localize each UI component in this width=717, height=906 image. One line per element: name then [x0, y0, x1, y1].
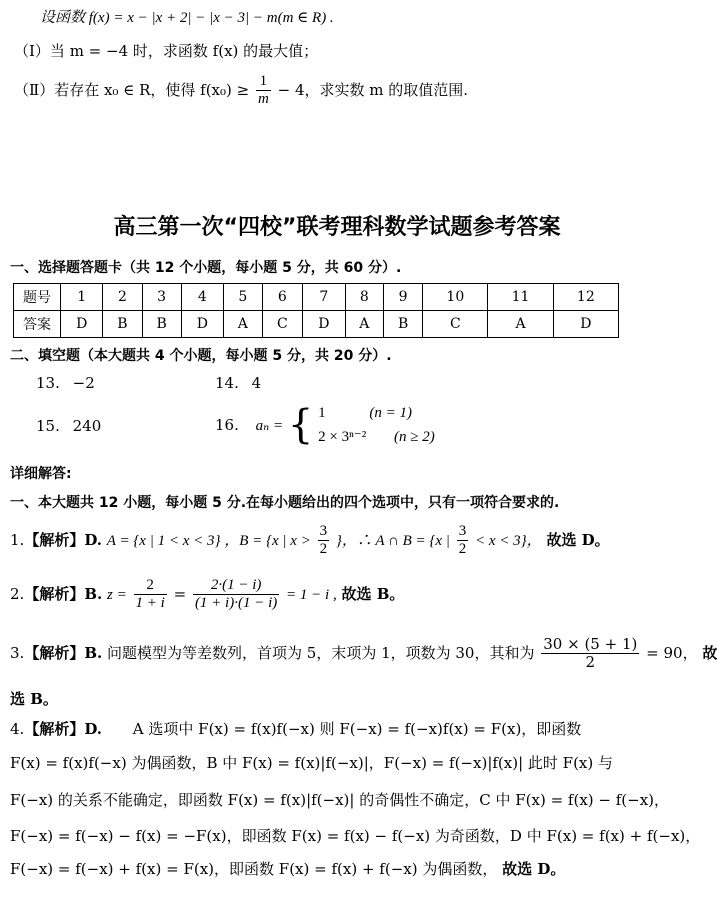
solution-2: 2.【解析】B. z = $\frac{2}{1 + i}$ = $\frac{2\cdot(1 - i)}{(1 + i)\cdot(1 - i)}$ = 1 − i , 故选 B。 [10, 577, 405, 612]
fraction [193, 577, 279, 613]
answer-value: 4 [251, 374, 262, 392]
table-cell: 12 [553, 284, 618, 311]
table-cell: C [262, 311, 303, 338]
fraction-denominator: 2 [585, 653, 596, 672]
solution-text: A = {x | 1 < x < 3} ，B = {x | x > [106, 532, 311, 549]
problem-part2-pre: （Ⅱ）若存在 x₀ ∈ R，使得 f(x₀) ≥ [14, 80, 250, 99]
table-cell: D [303, 311, 345, 338]
solution-4-line-2: F(x) = f(x)f(−x) 为偶函数，B 中 F(x) = f(x)|f(−x)|，F(−x) = f(−x)|f(x)| 此时 F(x) 与 [10, 754, 614, 772]
solution-text: }，∴ A ∩ B = {x | [335, 532, 450, 549]
solution-4-line-3: F(−x) 的关系不能确定，即函数 F(x) = f(x)|f(−x)| 的奇偶性不确定，C 中 F(x) = f(x) − f(−x)， [10, 791, 670, 809]
table-cell: 8 [345, 284, 384, 311]
answer-value: 240 [72, 417, 102, 435]
solution-conclusion: 故选 D。 [546, 530, 610, 549]
detail-heading: 详细解答: [10, 466, 72, 482]
fill-q14 [215, 374, 261, 392]
table-cell: B [142, 311, 181, 338]
problem-part2-post: − 4，求实数 m 的取值范围. [277, 80, 469, 99]
case-value: 2 × 3ⁿ⁻² [318, 429, 367, 445]
problem-part2 [14, 73, 468, 109]
table-cell: 4 [181, 284, 223, 311]
solution-3 [10, 636, 717, 672]
row-label-numbers: 题号 [14, 284, 61, 311]
table-cell: 7 [303, 284, 345, 311]
fraction [134, 577, 167, 613]
section1-heading: 一、选择题答题卡（共 12 个小题，每小题 5 分，共 60 分）. [10, 260, 402, 276]
fraction [541, 636, 639, 672]
fraction-numerator: 1 [256, 73, 271, 91]
table-cell: D [553, 311, 618, 338]
table-cell: B [103, 311, 142, 338]
solution-text: = 90， [646, 643, 698, 662]
solution-number: 2. [10, 584, 25, 603]
solution-number: 4. [10, 720, 25, 738]
question-number: 14. [215, 374, 239, 392]
case-condition: (n ≥ 2) [393, 429, 435, 445]
fraction-denominator: 2 [458, 541, 467, 558]
fill-q16 [215, 401, 435, 449]
solution-conclusion: 故选 B。 [341, 584, 405, 603]
detail-section-heading: 一、本大题共 12 小题，每小题 5 分.在每小题给出的四个选项中，只有一项符合要求的. [10, 495, 560, 511]
solution-text: = 1 − i , [286, 586, 337, 603]
solution-4-line-4: F(−x) = f(−x) − f(x) = −F(x)，即函数 F(x) = f(x) − f(−x) 为奇函数，D 中 F(x) = f(x) + f(−x)， [10, 827, 701, 845]
answer-value: −2 [72, 374, 95, 392]
solution-text: 问题模型为等差数列，首项为 5，末项为 1，项数为 30，其和为 [107, 643, 535, 662]
problem-intro: 设函数 f(x) = x − |x + 2| − |x − 3| − m(m ∈ R) . [40, 10, 334, 26]
table-cell: A [345, 311, 384, 338]
solution-text: z = [107, 586, 127, 603]
table-cell: C [423, 311, 488, 338]
solution-number: 1. [10, 530, 25, 549]
section2-heading: 二、填空题（本大题共 4 个小题，每小题 5 分，共 20 分）. [10, 348, 392, 364]
fraction [318, 523, 330, 559]
fraction-denominator: 2 [319, 541, 328, 558]
table-cell: 6 [262, 284, 303, 311]
fraction-numerator: 30 × (5 + 1) [543, 635, 638, 653]
solution-text: < x < 3}， [475, 532, 542, 549]
fill-q13 [36, 374, 95, 392]
fraction-numerator: 3 [457, 523, 469, 541]
question-number: 15. [36, 417, 60, 435]
fraction-denominator: 1 + i [135, 595, 165, 612]
table-cell: B [384, 311, 423, 338]
table-cell: 10 [423, 284, 488, 311]
solution-conclusion: 故 [702, 643, 717, 662]
solution-4-line-5 [10, 858, 565, 879]
case-condition: (n = 1) [369, 405, 412, 421]
solution-tag: 【解析】B. [24, 584, 103, 603]
table-cell: D [61, 311, 103, 338]
solution-3-conclusion: 选 B。 [10, 690, 58, 708]
solution-tag: 【解析】D. [24, 720, 103, 738]
table-cell: A [488, 311, 553, 338]
table-cell: D [181, 311, 223, 338]
fraction-denominator: (1 + i)·(1 − i) [194, 595, 278, 612]
table-row-numbers [14, 284, 619, 311]
fraction-numerator: 2·(1 − i) [193, 577, 279, 595]
solution-tag: 【解析】B. [24, 643, 103, 662]
table-cell: A [224, 311, 263, 338]
fill-q15 [36, 417, 101, 435]
solution-number: 3. [10, 643, 25, 662]
problem-part2-fraction [256, 73, 271, 109]
page-title: 高三第一次“四校”联考理科数学试题参考答案 [113, 215, 561, 240]
case-row-1 [318, 401, 435, 425]
fraction-denominator: m [258, 91, 269, 108]
solution-text: A 选项中 F(x) = f(x)f(−x) 则 F(−x) = f(−x)f(x) = F(x)，即函数 [132, 720, 582, 738]
case-value: 1 [318, 405, 326, 421]
solution-tag: 【解析】D. [24, 530, 103, 549]
table-cell: 11 [488, 284, 553, 311]
table-cell: 5 [224, 284, 263, 311]
table-row-answers [14, 311, 619, 338]
question-number: 16. [215, 416, 239, 434]
left-brace: { [287, 402, 314, 448]
question-number: 13. [36, 374, 60, 392]
solution-1 [10, 523, 610, 559]
case-row-2 [318, 425, 435, 449]
fraction-numerator: 2 [134, 577, 167, 595]
solution-conclusion: 故选 D。 [502, 860, 566, 878]
row-label-answers: 答案 [14, 311, 61, 338]
fraction [457, 523, 469, 559]
problem-part1: （Ⅰ）当 m = −4 时，求函数 f(x) 的最大值； [14, 42, 319, 60]
solution-text: F(−x) = f(−x) + f(x) = F(x)，即函数 F(x) = f(x) + f(−x) 为偶函数， [10, 860, 498, 878]
table-cell: 9 [384, 284, 423, 311]
fraction-numerator: 3 [318, 523, 330, 541]
piecewise-cases [318, 401, 435, 449]
table-cell: 3 [142, 284, 181, 311]
table-cell: 2 [103, 284, 142, 311]
table-cell: 1 [61, 284, 103, 311]
sequence-lhs: aₙ = [255, 417, 284, 434]
answer-table [13, 283, 619, 338]
solution-4-line-1 [10, 718, 581, 739]
